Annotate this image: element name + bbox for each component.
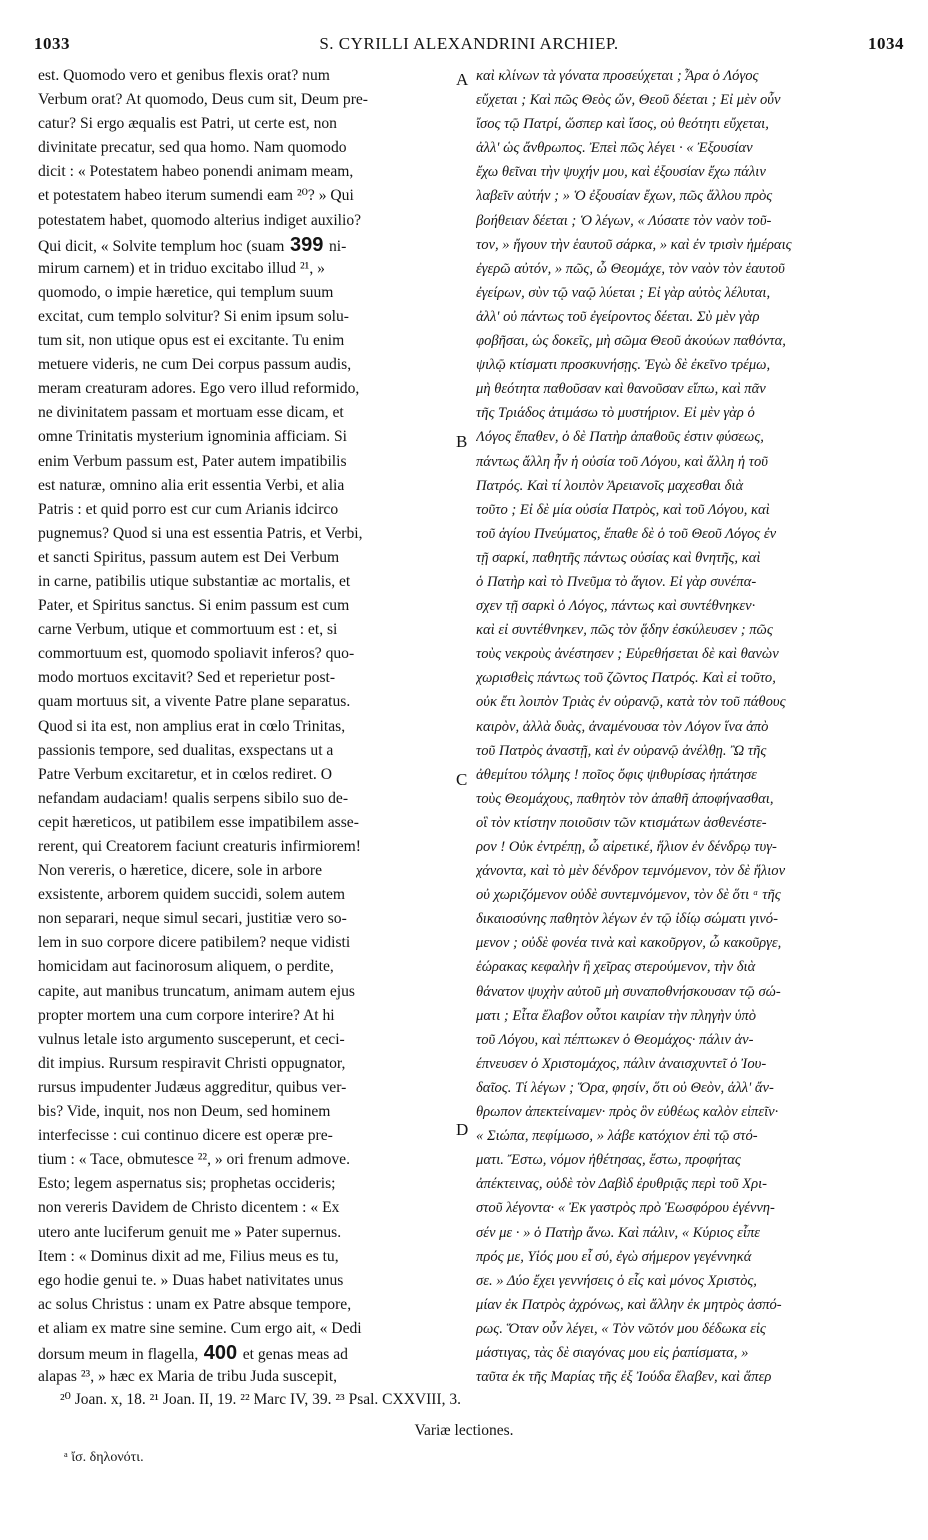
latin-text-line: Quod si ita est, non amplius erat in cœlo Trinitas, [38,717,346,735]
latin-text-line: vulnus letale isto argumento susceperunt, et ceci- [38,1030,345,1048]
greek-text-line: σχεν τῇ σαρκὶ ὁ Λόγος, πάντως καὶ συντέθνηκεν· [476,598,756,615]
greek-text-line: ἀπέκτεινας, οὐδὲ τὸν Δαβὶδ ἐρυθριᾷς περὶ τοῦ Χρι- [476,1176,768,1193]
latin-text-line: nefandam audaciam! qualis serpens sibilo suo de- [38,789,349,807]
latin-text-line: pugnemus? Quod si una est essentia Patris, et Verbi, [38,524,363,542]
greek-text-line: πάντως ἄλλη ἦν ἡ οὐσία τοῦ Λόγου, καὶ ἄλλη ἡ τοῦ [476,453,768,470]
greek-text-line: οἳ τὸν κτίστην ποιοῦσιν τῶν κτισμάτων ἀσθενέστε- [476,814,767,831]
greek-text-line: ἑώρακας κεφαλὴν ἢ χεῖρας στερούμενον, τὴν διὰ [476,959,756,976]
section-marker-c: C [456,770,468,789]
latin-text-line: Pater, et Spiritus sanctus. Si enim passum est cum [38,597,350,615]
latin-column [38,64,456,1389]
greek-text-line: βοήθειαν δέεται ; Ὁ λέγων, « Λύσατε τὸν ναὸν τοῦ- [476,212,772,229]
latin-text-line: Esto; legem aspernatus sis; prophetas occideris; [38,1175,336,1193]
greek-text-line: τοῦ ἁγίου Πνεύματος, ἔπαθε δὲ ὁ τοῦ Θεοῦ Λόγος ἐν [476,525,777,542]
greek-text-line: μενον ; οὐδὲ φονέα τινὰ καὶ κακοῦργον, ὦ κακοῦργε, [476,935,782,952]
latin-text-line: dit impius. Rursum respiravit Christi oppugnator, [38,1054,346,1072]
greek-text-line: χωρισθεὶς πάντως τοῦ ζῶντος Πατρός. Καὶ εἰ τοῦτο, [476,670,776,687]
latin-text-line: Verbum orat? At quomodo, Deus cum sit, Deum pre- [38,91,369,109]
greek-text-line: ρως. Ὅταν οὖν λέγει, « Τὸν νῶτόν μου δέδωκα εἰς [476,1320,766,1337]
greek-text-line: θάνατον ψυχὴν αὐτοῦ μὴ συναποθνήσκουσαν τῷ σώ- [476,983,781,1000]
section-marker-b: B [456,432,468,451]
latin-text-line: tum sit, non utique opus est ei excitante. Tu enim [38,332,345,350]
greek-text-line: ἀλλ' ὡς ἄνθρωπος. Ἐπεὶ πῶς λέγει · « Ἐξουσίαν [476,140,753,157]
greek-text-line: ματι. Ἔστω, νόμον ἠθέτησας, ἔστω, προφήτας [476,1152,741,1169]
section-marker-d: D [456,1120,469,1139]
latin-text-line: utero ante luciferum genuit me » Pater supernus. [38,1223,342,1241]
latin-text-line: quam mortuus sit, a vivente Patre plane separatus. [38,693,351,711]
greek-text-line: χάνοντα, καὶ τὸ μὲν δένδρον τεμνόμενον, τὸν δὲ ἥλιον [476,863,786,880]
greek-text-line: τῆς Τριάδος ἀτιμάσω τὸ μυστήριον. Εἰ μὲν γὰρ ὁ [476,405,755,422]
greek-text-line: ματι ; Εἶτα ἔλαβον οὗτοι καιρίαν τὴν πληγὴν ὑπὸ [476,1007,757,1024]
greek-text-line: ἐγείρων, σὺν τῷ ναῷ λύεται ; Εἰ γὰρ αὐτὸς λέλυται, [476,284,771,301]
greek-text-line: τοῦ Πατρὸς ἀναστῇ, καὶ ἐν οὐρανῷ ἀνέλθῃ. Ὢ τῆς [476,742,767,759]
latin-text-line: Patris : et quid porro est cur cum Arianis idcirco [38,500,339,518]
greek-text-line: δαῖος. Τί λέγων ; Ὅρα, φησίν, ὅτι οὐ Θεὸν, ἀλλ' ἄν- [476,1079,774,1096]
greek-text-line: οὐκ ἔτι λοιπὸν Τριὰς ἐν οὐρανῷ, κατὰ τὸν τοῦ πάθους [476,694,786,711]
latin-text-line: quomodo, o impie hæretice, qui templum suum [38,283,334,301]
latin-text-line: Qui dicit, « Solvite templum hoc (suam 399 ni- [38,233,347,256]
greek-text-line: ἀθεμίτου τόλμης ! ποῖος ὄφις ψιθυρίσας ἠπάτησε [476,766,757,783]
latin-text-line: lem in suo corpore dicere patibilem? neque vidisti [38,934,351,952]
latin-text-line: passionis tempore, sed dualitas, exspectans ut a [38,741,334,759]
greek-text-line: μάστιγας, τὰς δὲ σιαγόνας μου εἰς ῥαπίσματα, » [476,1344,749,1361]
greek-text-line: φοβῆσαι, ὡς δοκεῖς, μὴ σῶμα Θεοῦ ἀκούων παθόντα, [476,333,786,350]
latin-text-line: in carne, patibilis utique substantiæ ac mortalis, et [38,572,351,590]
latin-text-line: et aliam ex matre sine semine. Cum ergo ait, « Dedi [38,1319,362,1337]
greek-text-line: τον, » ἤγουν τὴν ἑαυτοῦ σάρκα, » καὶ ἐν τρισὶν ἡμέραις [476,236,792,253]
greek-text-line: τῇ σαρκί, παθητῆς πάντως οὐσίας καὶ θνητῆς, καὶ [476,549,761,566]
latin-text-line: interfecisse : cui continuo dicere est operæ pre- [38,1127,333,1145]
greek-column [476,64,908,1389]
greek-text-line: καὶ εἰ συντέθνηκεν, πῶς τὸν ᾅδην ἐσκύλευσεν ; πῶς [476,622,773,639]
greek-text-line: στοῦ λέγοντα· « Ἐκ γαστρὸς πρὸ Ἑωσφόρου ἐγέννη- [476,1200,775,1217]
greek-text-line: ψιλῷ κτίσματι προσκυνήσῃς. Ἐγὼ δὲ ἐκεῖνο τρέμω, [476,357,771,374]
greek-text-line: λαβεῖν αὐτήν ; » Ὁ ἐξουσίαν ἔχων, πῶς ἄλλου πρὸς [476,188,773,205]
greek-text-line: ὁ Πατὴρ καὶ τὸ Πνεῦμα τὸ ἅγιον. Εἰ γὰρ συνέπα- [476,573,757,590]
variae-lectiones-heading: Variæ lectiones. [414,1422,514,1439]
latin-text-line: mirum carnem) et in triduo excitabo illud ²¹, » [38,259,325,277]
latin-text-line: tium : « Tace, obmutesce ²², » ori frenum admove. [38,1151,350,1169]
latin-text-line: dicit : « Potestatem habeo ponendi animam meam, [38,163,354,181]
latin-text-line: carne Verbum, utique et commortuum est : et, si [38,621,338,639]
latin-line-tail: et genas meas ad [242,1345,348,1363]
footnotes: ²⁰ Joan. x, 18. ²¹ Joan. II, 19. ²² Marc IV, 39. ²³ Psal. CXXVIII, 3. [60,1391,461,1408]
latin-text-line: ac solus Christus : unam ex Patre absque tempore, [38,1295,352,1313]
page-number-left: 1033 [34,34,70,53]
latin-text-line: et sancti Spiritus, passum autem est Dei Verbum [38,548,340,566]
greek-text-line: τοῦ Λόγου, καὶ πέπτωκεν ὁ Θεομάχος· πάλιν ἀν- [476,1031,754,1048]
latin-text-line: Non vereris, o hæretice, dicere, sole in arbore [38,862,323,880]
latin-text-line: rerent, qui Creatorem faciunt creaturis infirmiorem! [38,838,361,855]
latin-text-line: catur? Si ergo æqualis est Patri, ut certe est, non [38,115,337,133]
latin-line-tail: ni- [328,237,347,255]
latin-text-line: meram creaturam adores. Ego vero illud reformido, [38,380,360,398]
greek-text-line: καιρὸν, ἀλλὰ δυὰς, ἀναμένουσα τὸν Λόγον ἵνα ἀπὸ [476,718,769,735]
latin-text-line: ego hodie genui te. » Duas habet nativitates unus [38,1271,344,1289]
latin-text-line: enim Verbum passum est, Pater autem impatibilis [38,452,347,470]
greek-text-line: θρωπον ἀπεκτείναμεν· πρὸς ὃν εὐθέως καλὸν εἰπεῖν· [476,1104,779,1121]
greek-text-line: οὐ χωριζόμενον οὐδὲ συντεμνόμενον, τὸν δὲ ὅτι ᵃ τῆς [476,887,781,904]
latin-text-line: excitat, cum templo solvitur? Si enim ipsum solu- [38,307,349,325]
latin-text-line: cepit hæreticos, ut patibilem esse impatibilem asse- [38,813,359,831]
greek-text-line: πρός με, Υἱός μου εἶ σύ, ἐγὼ σήμερον γεγέννηκά [476,1248,752,1265]
section-marker-a: A [456,70,469,89]
greek-text-line: τοὺς νεκροὺς ἀνέστησεν ; Εὑρεθήσεται δὲ καὶ θανὼν [476,646,779,663]
latin-text-line: omne Trinitatis mysterium ignominia afficiam. Si [38,428,347,446]
greek-text-line: ρον ! Οὐκ ἐντρέπῃ, ὦ αἱρετικέ, ἥλιον ἐν δένδρῳ τυγ- [476,839,777,855]
variae-lectiones-note: ᵃ ἴσ. δηλονότι. [64,1450,144,1465]
latin-text-line: capite, aut manibus truncatum, animam autem ejus [38,982,355,1000]
edition-page-number: 400 [198,1341,243,1364]
greek-text-line: τοῦτο ; Εἰ δὲ μία οὐσία Πατρὸς, καὶ τοῦ Λόγου, καὶ [476,501,770,518]
latin-text-line: rursus impudenter Judæus aggreditur, quibus ver- [38,1078,347,1096]
latin-text-line: propter mortem una cum corpore interire? At hi [38,1006,335,1024]
greek-text-line: σέν με · » ὁ Πατὴρ ἄνω. Καὶ πάλιν, « Κύριος εἶπε [476,1224,761,1241]
greek-text-line: τοὺς Θεομάχους, παθητὸν τὸν ἀπαθῆ ἀποφήνασθαι, [476,790,774,807]
greek-text-line: έπνευσεν ὁ Χριστομάχος, πάλιν ἀναισχυντεῖ ὁ Ἰου- [476,1055,767,1072]
latin-text-line: Patre Verbum excitaretur, et in cœlos rediret. O [38,765,332,783]
latin-text-line: et potestatem habeo iterum sumendi eam ²⁰? » Qui [38,187,354,205]
latin-text-line: potestatem habet, quomodo alterius indiget auxilio? [38,211,362,229]
latin-text-line: est. Quomodo vero et genibus flexis orat? num [38,67,330,84]
latin-text-line: modo mortuos excitavit? Sed et reperietur post- [38,669,336,687]
page-header [34,30,904,60]
running-title: S. CYRILLI ALEXANDRINI ARCHIEP. [319,34,619,53]
greek-text-line: Λόγος ἔπαθεν, ὁ δὲ Πατὴρ ἀπαθοῦς ἐστιν φύσεως, [476,429,764,446]
latin-text-line: exsistente, arborem quidem succidi, solem autem [38,886,346,904]
greek-text-line: δικαιοσύνης παθητὸν λέγων ἐν τῷ ἰδίῳ σώματι γινό- [476,911,778,928]
greek-text-line: σε. » Δύο ἔχει γεννήσεις ὁ εἷς καὶ μόνος Χριστὸς, [476,1272,757,1289]
latin-text-line: Item : « Dominus dixit ad me, Filius meus es tu, [38,1247,339,1265]
greek-text-line: ἀλλ' οὐ πάντως τοῦ ἐγείροντος δέεται. Σὺ μὲν γὰρ [476,308,760,325]
latin-text-line: commortuum est, quomodo spoliavit inferos? quo- [38,645,355,663]
latin-text-line: alapas ²³, » hæc ex Maria de tribu Juda suscepit, [38,1368,338,1386]
latin-text-line: metuere videris, ne cum Dei corpus passum audis, [38,356,352,374]
greek-text-line: εὔχεται ; Καὶ πῶς Θεὸς ὤν, Θεοῦ δέεται ; Εἰ μὲν οὖν [476,92,781,109]
greek-text-line: μὴ θεότητα παθοῦσαν καὶ θανοῦσαν εἴπω, καὶ πᾶν [476,381,766,398]
latin-text-line: dorsum meum in flagella, 400 et genas meas ad [38,1341,348,1364]
greek-text-line: καὶ κλίνων τὰ γόνατα προσεύχεται ; Ἆρα ὁ Λόγος [476,68,759,84]
latin-text-line: est naturæ, omnino alia erit essentia Verbi, et alia [38,476,345,494]
greek-text-line: ταῦτα ἐκ τῆς Μαρίας τῆς ἐξ Ἰούδα ἔλαβεν, καὶ ἅπερ [476,1369,772,1386]
greek-text-line: ἔχω θεῖναι τὴν ψυχήν μου, καὶ ἐξουσίαν ἔχω πάλιν [476,164,766,181]
latin-text-line: divinitate precatur, sed qua homo. Nam quomodo [38,139,347,157]
greek-text-line: ἐγερῶ αὐτόν, » πῶς, ὦ Θεομάχε, τὸν ναὸν τὸν ἑαυτοῦ [476,260,785,277]
edition-page-number: 399 [284,233,329,256]
greek-text-line: μίαν ἐκ Πατρὸς ἀχρόνως, καὶ ἄλλην ἐκ μητρὸς ἀσπό- [476,1296,782,1313]
greek-text-line: ἴσος τῷ Πατρί, ὥσπερ καὶ ἴσος, οὐ θεότητι εὔχεται, [476,116,769,133]
latin-text-line: non separari, neque simul secari, justitiæ vero so- [38,910,347,928]
greek-text-line: « Σιώπα, πεφίμωσο, » λάβε κατόχιον ἐπὶ τῷ στό- [476,1128,758,1145]
greek-text-line: Πατρός. Καὶ τί λοιπὸν Ἀρειανοῖς μαχεσθαι διὰ [476,477,744,494]
latin-text-line: ne divinitatem passam et mortuam esse dicam, et [38,404,344,422]
latin-text-line: non vereris Davidem de Christo dicentem : « Ex [38,1199,340,1217]
latin-text-line: homicidam aut facinorosum aliquem, o perdite, [38,958,334,976]
latin-text-line: bis? Vide, inquit, nos non Deum, sed hominem [38,1103,331,1121]
page-number-right: 1034 [868,34,904,53]
